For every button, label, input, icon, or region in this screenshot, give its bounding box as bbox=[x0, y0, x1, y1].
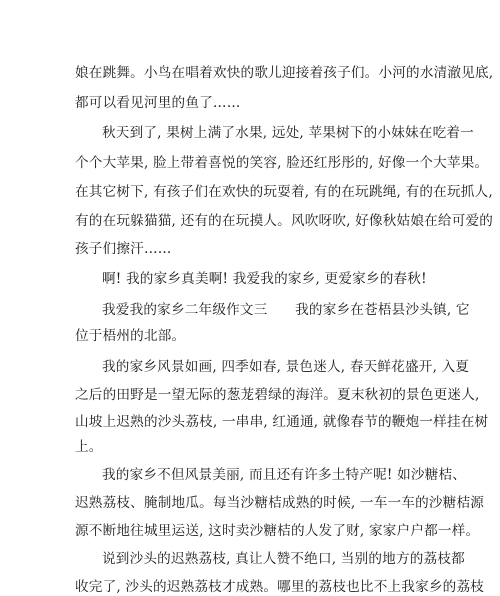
text-line: 山坡上迟熟的沙头荔枝, 一串串, 红通通, 就像春节的鞭炮一样挂在树 bbox=[75, 414, 489, 430]
text-line: 之后的田野是一望无际的葱茏碧绿的海洋。夏末秋初的景色更迷人, bbox=[75, 387, 480, 403]
text-line: 娘在跳舞。小鸟在唱着欢快的歌儿迎接着孩子们。小河的水清澈见底, bbox=[75, 65, 494, 81]
paragraph-start-line: 我爱我的家乡二年级作文三 我的家乡在苍梧县沙头镇, 它 bbox=[102, 302, 470, 318]
text-line: 有的在玩躲猫猫, 还有的在玩摸人。风吹呀吹, 好像秋姑娘在给可爱的 bbox=[75, 213, 494, 229]
paragraph-start-line: 啊! 我的家乡真美啊! 我爱我的家乡, 更爱家乡的春秋! bbox=[102, 271, 427, 287]
paragraph-start-line: 秋天到了, 果树上满了水果, 远处, 苹果树下的小妹妹在吃着一 bbox=[102, 125, 474, 141]
text-line: 收完了, 沙头的迟熟荔枝才成熟。哪里的荔枝也比不上我家乡的荔枝 bbox=[75, 579, 485, 595]
text-line: 个个大苹果, 脸上带着喜悦的笑容, 脸还红彤彤的, 好像一个大苹果。 bbox=[75, 155, 489, 171]
text-line: 迟熟荔枝、腌制地瓜。每当沙糖桔成熟的时候, 一车一车的沙糖桔源 bbox=[75, 495, 485, 511]
text-line: 都可以看见河里的鱼了…… bbox=[75, 95, 241, 111]
paragraph-start-line: 我的家乡不但风景美丽, 而且还有许多土特产呢! 如沙糖桔、 bbox=[102, 467, 467, 483]
text-line: 源不断地往城里运送, 这时卖沙糖桔的人发了财, 家家户户都一样。 bbox=[75, 523, 480, 539]
text-line: 孩子们擦汗…… bbox=[75, 241, 172, 257]
paragraph-start-line: 我的家乡风景如画, 四季如春, 景色迷人, 春天鲜花盛开, 入夏 bbox=[102, 359, 470, 375]
text-line: 在其它树下, 有孩子们在欢快的玩耍着, 有的在玩跳绳, 有的在玩抓人, bbox=[75, 184, 493, 200]
text-line: 上。 bbox=[75, 439, 103, 455]
text-line: 位于梧州的北部。 bbox=[75, 328, 186, 344]
paragraph-start-line: 说到沙头的迟熟荔枝, 真让人赞不绝口, 当别的地方的荔枝都 bbox=[102, 551, 465, 567]
